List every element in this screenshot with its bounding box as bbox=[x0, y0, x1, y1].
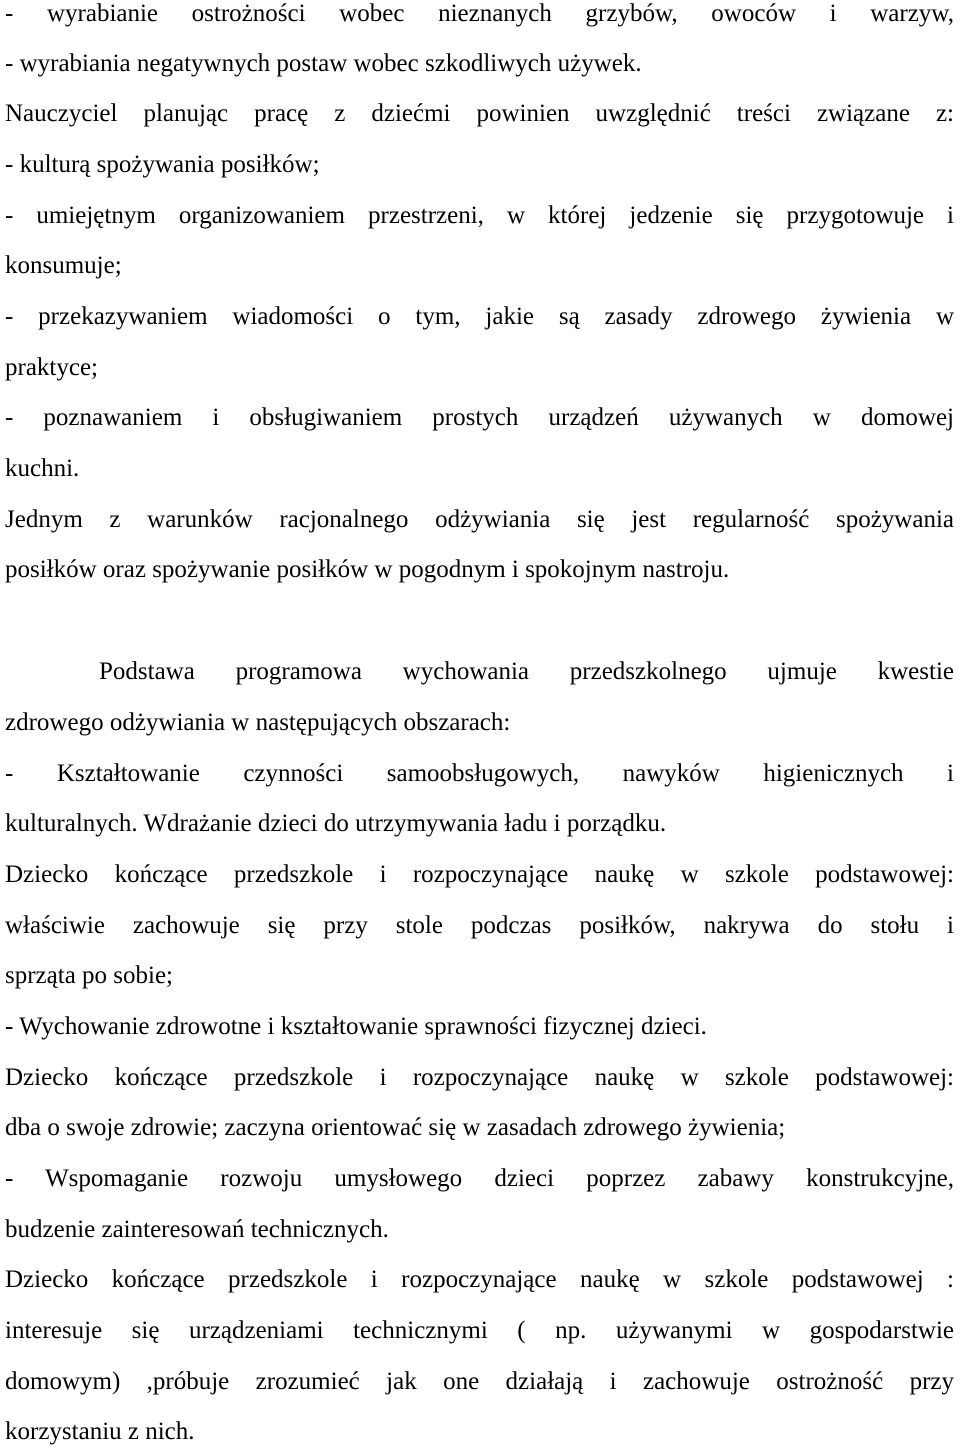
text-line: interesuje się urządzeniami technicznymi ( np. używanymi w gospodarstwie bbox=[5, 1317, 954, 1344]
text-line: - Kształtowanie czynności samoobsługowych, nawyków higienicznych i bbox=[5, 760, 954, 787]
text-line: - umiejętnym organizowaniem przestrzeni, w której jedzenie się przygotowuje i bbox=[5, 202, 954, 229]
text-line: Jednym z warunków racjonalnego odżywiania się jest regularność spożywania bbox=[5, 506, 954, 533]
text-line: - Wychowanie zdrowotne i kształtowanie sprawności fizycznej dzieci. bbox=[5, 1013, 707, 1040]
text-line: budzenie zainteresowań technicznych. bbox=[5, 1216, 389, 1243]
text-line: właściwie zachowuje się przy stole podczas posiłków, nakrywa do stołu i bbox=[5, 912, 954, 939]
text-line: zdrowego odżywiania w następujących obszarach: bbox=[5, 709, 511, 736]
text-line: Dziecko kończące przedszkole i rozpoczynające naukę w szkole podstawowej : bbox=[5, 1266, 954, 1293]
text-line: kulturalnych. Wdrażanie dzieci do utrzymywania ładu i porządku. bbox=[5, 810, 667, 837]
text-line: - przekazywaniem wiadomości o tym, jakie są zasady zdrowego żywienia w bbox=[5, 303, 954, 330]
paragraph-indented-line: Podstawa programowa wychowania przedszkolnego ujmuje kwestie bbox=[99, 658, 954, 685]
text-line: - kulturą spożywania posiłków; bbox=[5, 151, 320, 178]
text-line: - wyrabiania negatywnych postaw wobec szkodliwych używek. bbox=[5, 50, 642, 77]
text-line: dba o swoje zdrowie; zaczyna orientować się w zasadach zdrowego żywienia; bbox=[5, 1114, 786, 1141]
text-line: - wyrabianie ostrożności wobec nieznanych grzybów, owoców i warzyw, bbox=[5, 0, 954, 27]
text-line: Dziecko kończące przedszkole i rozpoczynające naukę w szkole podstawowej: bbox=[5, 861, 954, 888]
text-line: posiłków oraz spożywanie posiłków w pogodnym i spokojnym nastroju. bbox=[5, 556, 730, 583]
text-line: - Wspomaganie rozwoju umysłowego dzieci poprzez zabawy konstrukcyjne, bbox=[5, 1165, 954, 1192]
text-line: - poznawaniem i obsługiwaniem prostych urządzeń używanych w domowej bbox=[5, 404, 954, 431]
text-line: korzystaniu z nich. bbox=[5, 1418, 195, 1445]
text-line: domowym) ,próbuje zrozumieć jak one działają i zachowuje ostrożność przy bbox=[5, 1368, 954, 1395]
text-line: Nauczyciel planując pracę z dziećmi powinien uwzględnić treści związane z: bbox=[5, 100, 954, 127]
text-line: Dziecko kończące przedszkole i rozpoczynające naukę w szkole podstawowej: bbox=[5, 1064, 954, 1091]
text-line: konsumuje; bbox=[5, 252, 122, 279]
text-line: kuchni. bbox=[5, 455, 80, 482]
text-line: praktyce; bbox=[5, 354, 99, 381]
text-line: sprząta po sobie; bbox=[5, 962, 174, 989]
